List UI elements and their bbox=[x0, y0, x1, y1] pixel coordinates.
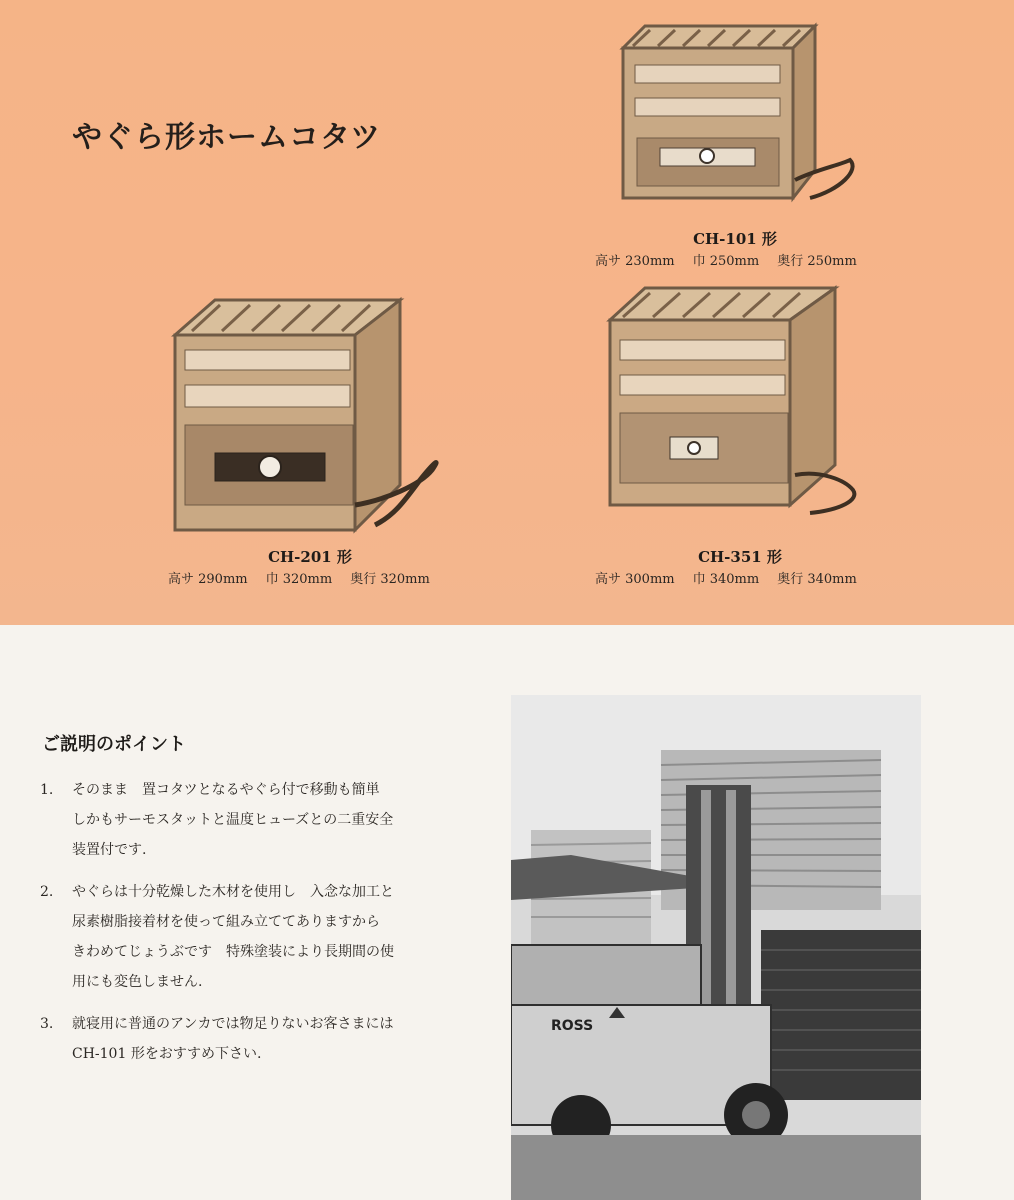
kotatsu-ch101-image bbox=[615, 20, 865, 210]
point-number: 3. bbox=[40, 1016, 54, 1032]
product-dims-ch201 bbox=[168, 568, 430, 587]
point-number: 1. bbox=[40, 782, 54, 798]
points-heading: ご説明のポイント bbox=[42, 734, 186, 755]
points-list bbox=[40, 775, 460, 1081]
point-line: しかもサーモスタットと温度ヒューズとの二重安全 bbox=[72, 812, 394, 828]
kotatsu-ch201-image bbox=[170, 295, 470, 545]
dim-height: 高サ 300mm bbox=[595, 572, 675, 587]
dim-width: 巾 250mm bbox=[692, 254, 760, 269]
dim-width: 巾 340mm bbox=[692, 572, 760, 587]
point-line: 就寝用に普通のアンカでは物足りないお客さまには bbox=[72, 1016, 394, 1032]
point-line: そのまま 置コタツとなるやぐら付で移動も簡単 bbox=[72, 782, 380, 798]
product-model-ch201: CH-201 形 bbox=[268, 548, 352, 566]
dim-height: 高サ 290mm bbox=[168, 572, 248, 587]
kotatsu-ch351-image bbox=[605, 285, 865, 520]
photo-sign-text: ROSS bbox=[551, 1018, 594, 1034]
point-line: 装置付です. bbox=[72, 842, 147, 858]
point-item bbox=[40, 877, 460, 997]
point-line: 尿素樹脂接着材を使って組み立ててありますから bbox=[72, 914, 380, 930]
dim-depth: 奥行 340mm bbox=[777, 572, 857, 587]
dim-depth: 奥行 320mm bbox=[350, 572, 430, 587]
point-number: 2. bbox=[40, 884, 54, 900]
point-line: CH-101 形をおすすめ下さい. bbox=[72, 1046, 262, 1062]
product-model-ch351: CH-351 形 bbox=[698, 548, 782, 566]
product-dims-ch101 bbox=[595, 250, 857, 269]
dim-height: 高サ 230mm bbox=[595, 254, 675, 269]
product-model-ch101: CH-101 形 bbox=[693, 230, 777, 248]
forklift-lumber-photo bbox=[511, 695, 921, 1200]
dim-depth: 奥行 250mm bbox=[777, 254, 857, 269]
point-item bbox=[40, 1009, 460, 1069]
point-line: 用にも変色しません. bbox=[72, 974, 203, 990]
dim-width: 巾 320mm bbox=[265, 572, 333, 587]
page-title: やぐら形ホームコタツ bbox=[72, 120, 382, 155]
point-item bbox=[40, 775, 460, 865]
point-line: やぐらは十分乾燥した木材を使用し 入念な加工と bbox=[72, 884, 394, 900]
product-dims-ch351 bbox=[595, 568, 857, 587]
point-line: きわめてじょうぶです 特殊塗装により長期間の使 bbox=[72, 944, 394, 960]
